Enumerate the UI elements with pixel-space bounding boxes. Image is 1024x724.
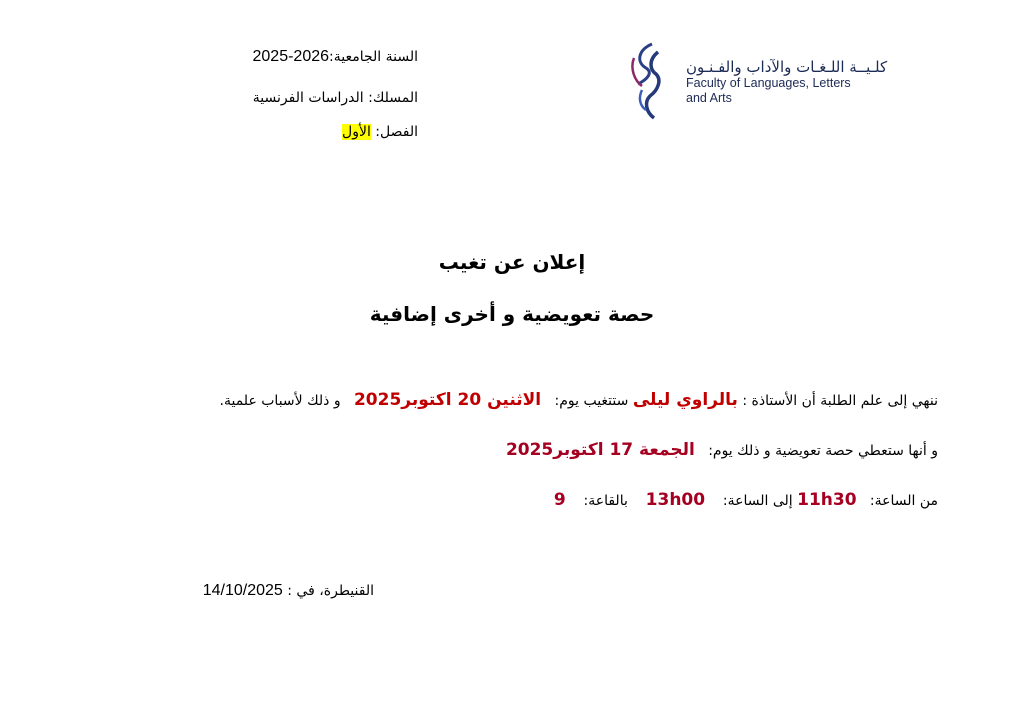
footer-place: القنيطرة، في : xyxy=(287,583,374,599)
absence-label: ستتغيب يوم: xyxy=(554,393,629,409)
logo-english-text xyxy=(686,76,851,106)
makeup-date: الجمعة 17 اكتوبر2025 xyxy=(505,440,695,460)
announcement-line-1 xyxy=(220,390,938,410)
professor-name: بالراوي ليلى xyxy=(632,390,738,410)
time-to: 13h00 xyxy=(645,490,706,510)
intro-text: ننهي إلى علم الطلبة أن الأستاذة : xyxy=(742,393,938,409)
room-number: 9 xyxy=(553,490,566,510)
faculty-logo-icon xyxy=(628,40,668,120)
footer-date: 14/10/2025 xyxy=(202,582,283,599)
from-label: من الساعة: xyxy=(869,493,938,509)
academic-year-line xyxy=(253,48,419,66)
announcement-line-2 xyxy=(506,440,938,460)
reason-text: و ذلك لأسباب علمية. xyxy=(219,393,341,409)
title-line-2: حصة تعويضية و أخرى إضافية xyxy=(369,302,655,326)
track-value: الدراسات الفرنسية xyxy=(252,90,364,106)
academic-year-value: 2026-2025 xyxy=(252,48,330,65)
logo-arabic-text: كلـيــة اللـغـات والآداب والفـنـون xyxy=(686,58,888,76)
logo-english-line1: Faculty of Languages, Letters xyxy=(686,76,851,90)
semester-value: الأول xyxy=(342,124,371,140)
track-line xyxy=(253,90,418,106)
footer-place-date xyxy=(203,582,374,600)
track-label: المسلك: xyxy=(368,90,418,106)
room-label: بالقاعة: xyxy=(583,493,628,509)
absence-date: الاثنين 20 اكتوبر2025 xyxy=(353,390,542,410)
semester-line xyxy=(342,124,418,140)
makeup-text: و أنها ستعطي حصة تعويضية و ذلك يوم: xyxy=(708,443,938,459)
to-label: إلى الساعة: xyxy=(722,493,793,509)
logo-english-line2: and Arts xyxy=(686,91,732,105)
time-from: 11h30 xyxy=(797,490,857,510)
announcement-line-3 xyxy=(554,490,938,510)
academic-year-label: السنة الجامعية: xyxy=(329,49,418,65)
title-line-1: إعلان عن تغيب xyxy=(438,250,586,274)
semester-label: الفصل: xyxy=(375,124,418,140)
